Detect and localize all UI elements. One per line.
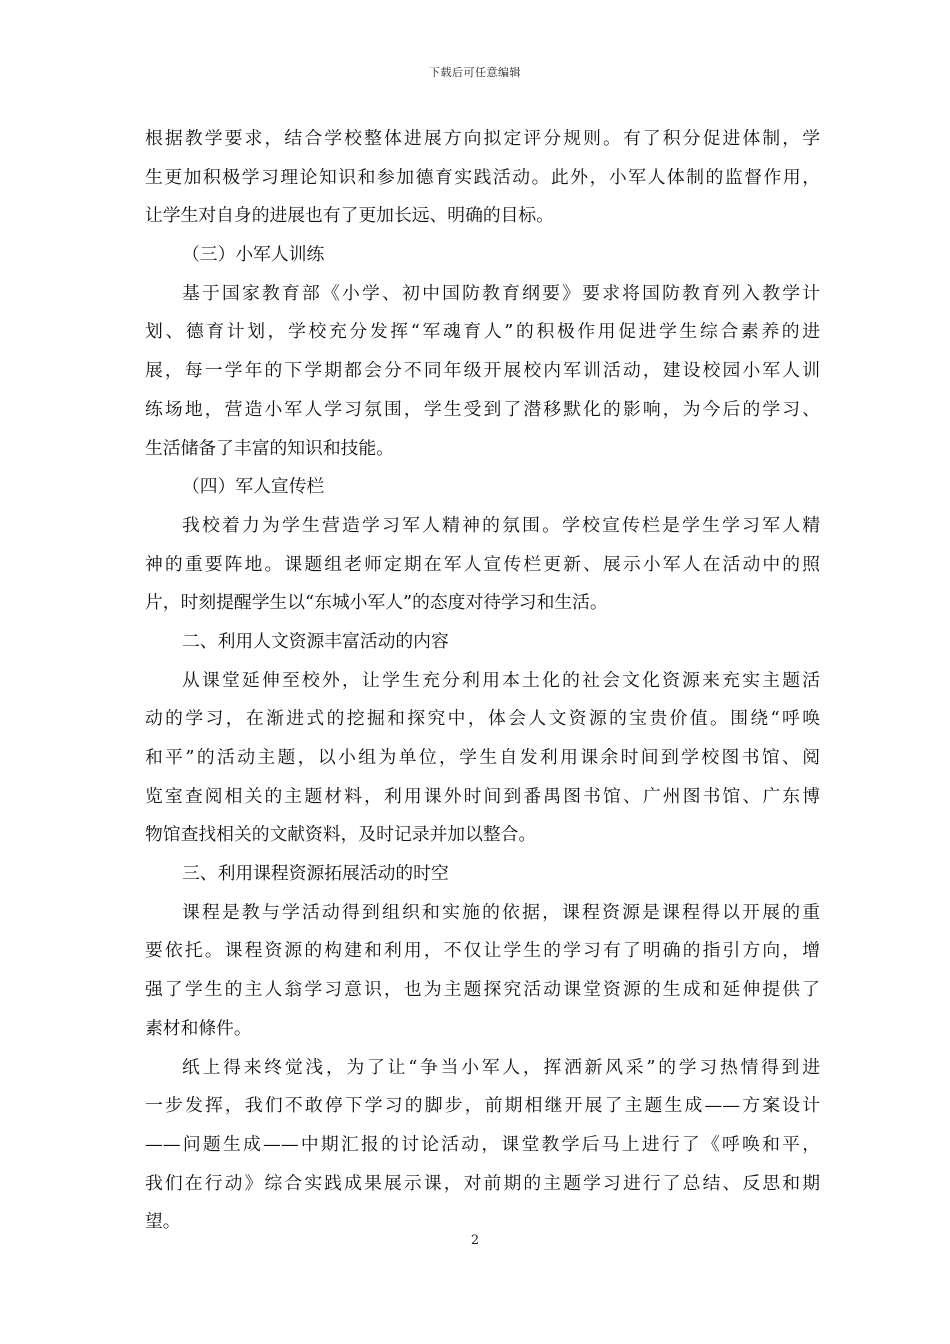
text-line: 展，每一学年的下学期都会分不同年级开展校内军训活动，建设校园小军人训 xyxy=(145,360,820,382)
text-line: 要依托。课程资源的构建和利用，不仅让学生的学习有了明确的指引方向，增 xyxy=(145,940,820,962)
text-line: 课程是教与学活动得到组织和实施的依据，课程资源是课程得以开展的重 xyxy=(182,901,820,923)
section-heading: （三）小军人训练 xyxy=(182,244,325,266)
text-line: 动的学习，在渐进式的挖掘和探究中，体会人文资源的宝贵价值。围绕“呼唤 xyxy=(145,708,820,730)
page-header: 下载后可任意编辑 xyxy=(429,66,521,79)
text-line: 强了学生的主人翁学习意识，也为主题探究活动课堂资源的生成和延伸提供了 xyxy=(145,979,820,1001)
text-line: 素材和條件。 xyxy=(145,1017,252,1039)
text-line: 基于国家教育部《小学、初中国防教育纲要》要求将国防教育列入教学计 xyxy=(182,282,820,304)
text-line: 神的重要阵地。课题组老师定期在军人宣传栏更新、展示小军人在活动中的照 xyxy=(145,553,820,575)
text-line: ——问题生成——中期汇报的讨论活动，课堂教学后马上进行了《呼唤和平， xyxy=(145,1133,820,1155)
text-line: 物馆查找相关的文献资料，及时记录并加以整合。 xyxy=(145,824,537,846)
text-line: 生活储备了丰富的知识和技能。 xyxy=(145,437,394,459)
text-line: 生更加积极学习理论知识和参加德育实践活动。此外，小军人体制的监督作用， xyxy=(145,166,820,188)
document-body xyxy=(145,120,820,1242)
section-heading: 三、利用课程资源拓展活动的时空 xyxy=(182,863,449,885)
text-line: 望。 xyxy=(145,1211,181,1233)
text-line: 一步发挥，我们不敢停下学习的脚步，前期相继开展了主题生成——方案设计 xyxy=(145,1095,820,1117)
section-heading: 二、利用人文资源丰富活动的内容 xyxy=(182,630,449,652)
text-line: 让学生对自身的进展也有了更加长远、明确的目标。 xyxy=(145,205,554,227)
text-line: 览室查阅相关的主题材料，利用课外时间到番禺图书馆、广州图书馆、广东博 xyxy=(145,785,820,807)
text-line: 练场地，营造小军人学习氛围，学生受到了潜移默化的影响，为今后的学习、 xyxy=(145,398,820,420)
text-line: 划、德育计划，学校充分发挥“军魂育人”的积极作用促进学生综合素养的进 xyxy=(145,321,820,343)
section-heading: （四）军人宣传栏 xyxy=(182,476,325,498)
text-line: 我们在行动》综合实践成果展示课，对前期的主题学习进行了总结、反思和期 xyxy=(145,1172,820,1194)
text-line: 和平”的活动主题，以小组为单位，学生自发利用课余时间到学校图书馆、阅 xyxy=(145,747,820,768)
text-line: 纸上得来终觉浅，为了让“争当小军人，挥洒新风采”的学习热情得到进 xyxy=(182,1056,820,1078)
text-line: 片，时刻提醒学生以“东城小军人”的态度对待学习和生活。 xyxy=(145,592,608,614)
text-line: 我校着力为学生营造学习军人精神的氛围。学校宣传栏是学生学习军人精 xyxy=(182,514,820,536)
page-number: 2 xyxy=(470,1233,480,1248)
text-line: 根据教学要求，结合学校整体进展方向拟定评分规则。有了积分促进体制，学 xyxy=(145,128,820,149)
text-line: 从课堂延伸至校外，让学生充分利用本土化的社会文化资源来充实主题活 xyxy=(182,669,820,691)
